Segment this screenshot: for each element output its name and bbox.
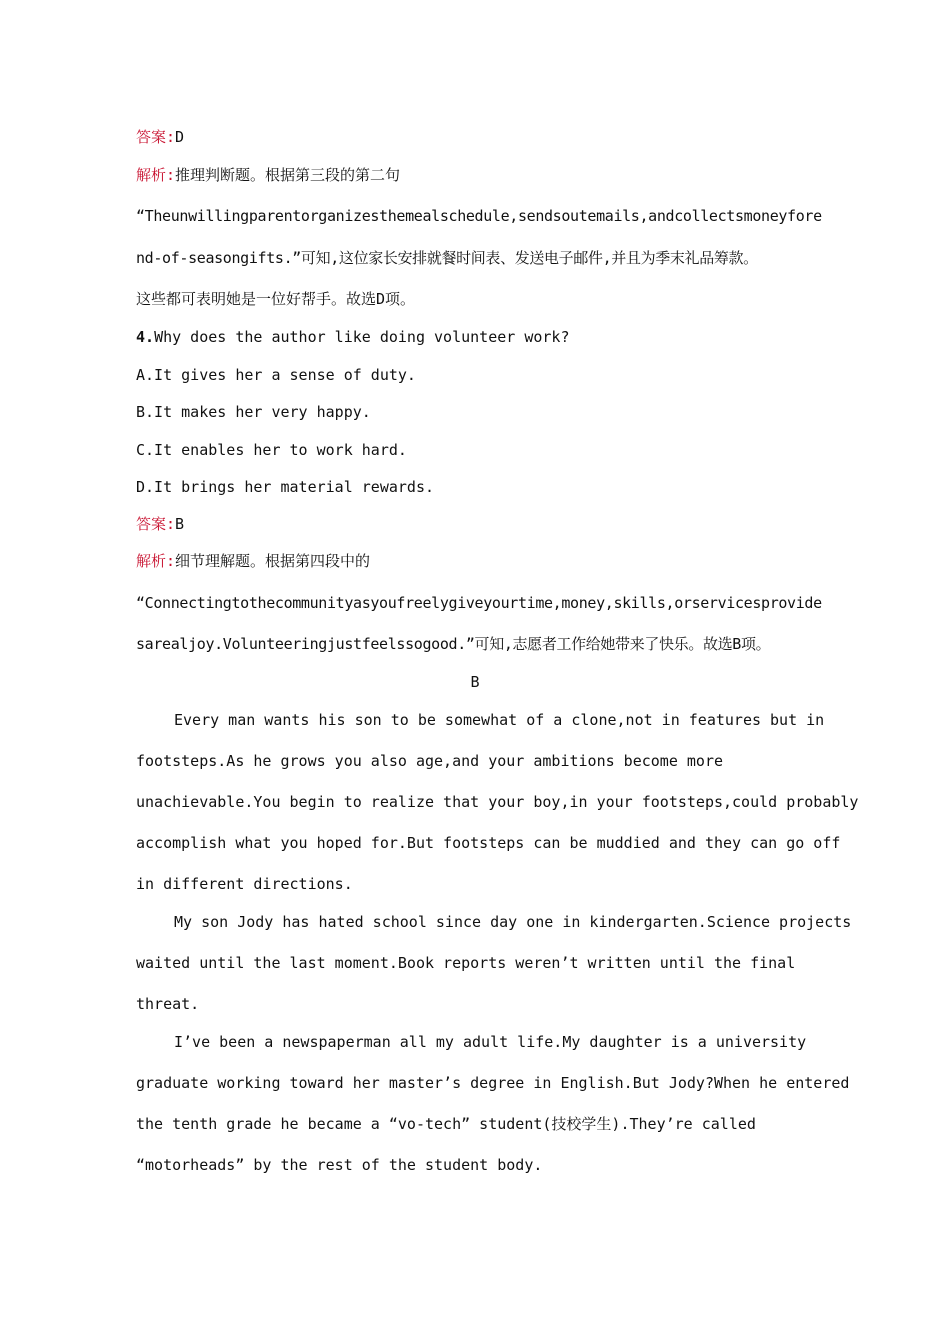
paragraph-3-line: the tenth grade he became a “vo-tech” student(技校学生).They’re called xyxy=(136,1115,756,1133)
q3-analysis-intro: 推理判断题。根据第三段的第二句 xyxy=(175,166,401,184)
answer-label: 答案: xyxy=(136,128,176,146)
q4-option-a: A.It gives her a sense of duty. xyxy=(136,366,416,384)
q4-quote-line-1: “Connectingtothecommunityasyoufreelygiveyourtime,money,skills,orservicesprovide xyxy=(136,594,822,612)
paragraph-1-line: accomplish what you hoped for.But footsteps can be muddied and they can go off xyxy=(136,834,841,852)
section-heading: B xyxy=(470,673,480,691)
q4-option-b: B.It makes her very happy. xyxy=(136,403,371,421)
paragraph-2-line: waited until the last moment.Book reports weren’t written until the final xyxy=(136,954,796,972)
q4-answer-line xyxy=(136,514,184,534)
q4-answer: B xyxy=(175,515,185,533)
q4-option-c: C.It enables her to work hard. xyxy=(136,441,407,459)
analysis-label: 解析: xyxy=(136,166,176,184)
q4-question: Why does the author like doing volunteer work? xyxy=(154,328,570,346)
analysis-label: 解析: xyxy=(136,552,176,570)
q3-quote-line-2: nd-of-seasongifts.”可知,这位家长安排就餐时间表、发送电子邮件,并且为季末礼品筹款。 xyxy=(136,249,758,267)
q4-analysis-line xyxy=(136,551,370,571)
q4-number: 4. xyxy=(136,328,155,346)
q4-option-d: D.It brings her material rewards. xyxy=(136,478,435,496)
q4-analysis-intro: 细节理解题。根据第四段中的 xyxy=(175,552,371,570)
q4-quote-line-2: sarealjoy.Volunteeringjustfeelssogood.”可知,志愿者工作给她带来了快乐。故选B项。 xyxy=(136,635,771,653)
q3-conclusion: 这些都可表明她是一位好帮手。故选D项。 xyxy=(136,290,416,308)
q3-answer: D xyxy=(175,128,185,146)
q4-question-line xyxy=(136,327,569,347)
paragraph-3-line: I’ve been a newspaperman all my adult life.My daughter is a university xyxy=(174,1033,807,1051)
paragraph-1-line: in different directions. xyxy=(136,875,353,893)
paragraph-2-line: My son Jody has hated school since day one in kindergarten.Science projects xyxy=(174,913,852,931)
paragraph-1-line: footsteps.As he grows you also age,and your ambitions become more xyxy=(136,752,723,770)
q3-analysis-line xyxy=(136,165,400,185)
paragraph-2-line: threat. xyxy=(136,995,200,1013)
answer-label: 答案: xyxy=(136,515,176,533)
paragraph-1-line: Every man wants his son to be somewhat of a clone,not in features but in xyxy=(174,711,825,729)
paragraph-3-line: “motorheads” by the rest of the student body. xyxy=(136,1156,543,1174)
q3-quote-line-1: “Theunwillingparentorganizesthemealschedule,sendsoutemails,andcollectsmoneyfore xyxy=(136,207,822,225)
paragraph-1-line: unachievable.You begin to realize that your boy,in your footsteps,could probably xyxy=(136,793,859,811)
paragraph-3-line: graduate working toward her master’s degree in English.But Jody?When he entered xyxy=(136,1074,850,1092)
q3-answer-line xyxy=(136,127,184,147)
